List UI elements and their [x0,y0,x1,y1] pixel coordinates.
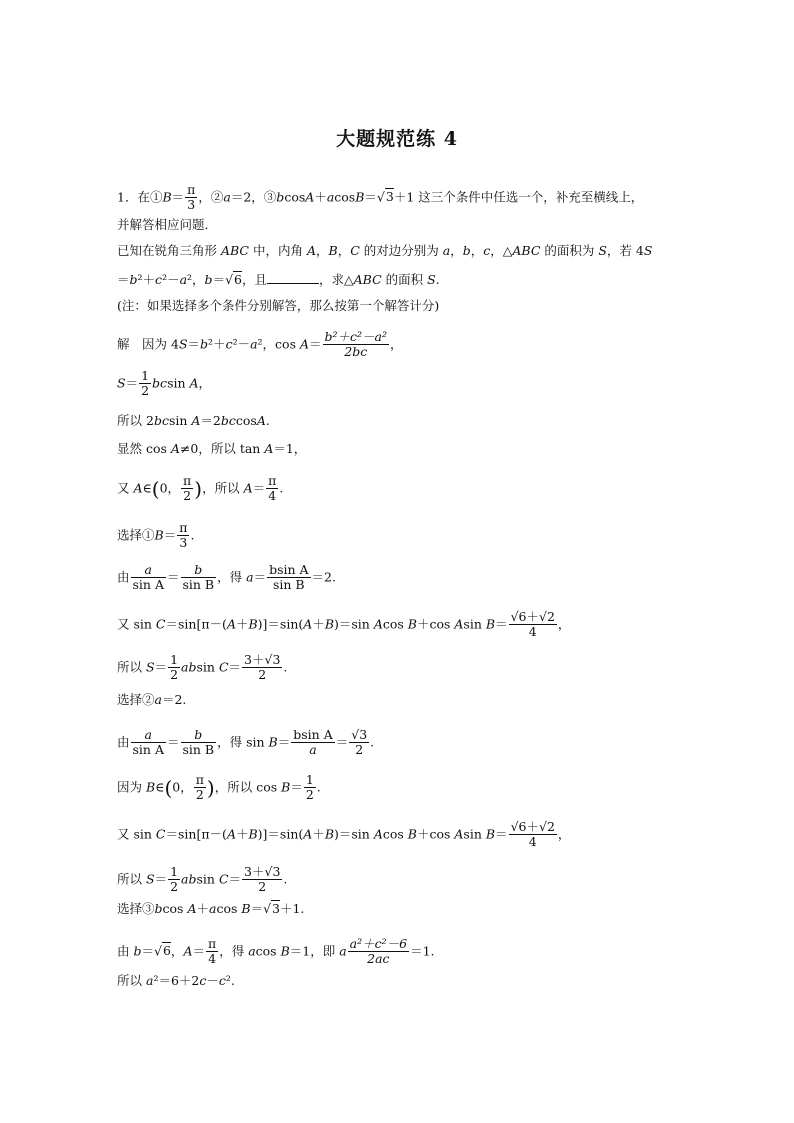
solution-line-2: S＝ $\frac{1}{2}$ bcsin A， [117,368,212,399]
fraction: $\frac{3+√3}{2}$ [244,864,281,895]
fraction: $\frac{b}{\text{sin B}}$ [182,562,215,593]
solution-line-12: 因为 B∈(0， $\frac{\pi}{2}$ )，所以 cos B＝ $\frac{1}{2}$ . [117,772,321,803]
solution-line-8: 又 sin C＝sin[π－(A＋B)]＝sin(A＋B)＝sin Acos B＋cos Asin B＝ $\frac{√6+√2}{4}$ ， [117,609,571,640]
fraction: $\frac{\text{bsin A}}{a}$ [293,727,333,758]
fraction: $\frac{\text{b²＋c²－a²}}{2bc}$ [324,329,388,360]
fraction: $\frac{\text{bsin A}}{\text{sin B}}$ [269,562,309,593]
solution-line-11: 由 $\frac{a}{\text{sin A}}$ ＝ $\frac{b}{\text{sin B}}$ ，得 sin B＝ $\frac{\text{bsin A}}{a}$ ＝ $\frac{√3}{2}$ . [117,727,375,758]
fraction: $\frac{1}{2}$ [170,652,179,683]
fraction: $\frac{1}{2}$ [305,772,314,803]
fraction: $\frac{√6+√2}{4}$ [510,819,555,850]
solution-line-16: 由 b＝√6，A＝ $\frac{\pi}{4}$ ，得 acos B＝1，即 a $\frac{\text{a²＋c²－6}}{2ac}$ ＝1. [117,936,435,967]
solution-line-15: 选择③bcos A＋acos B＝√3＋1. [117,901,305,916]
fraction: $\frac{a}{\text{sin A}}$ [132,727,164,758]
solution-line-17: 所以 a²＝6＋2c－c². [117,973,235,988]
problem-line-1: 1．在①B＝ $\frac{\pi}{3}$ ，②a＝2，③bcosA＋acosB＝√3＋1 这三个条件中任选一个，补充至横线上， [117,182,644,213]
solution-line-9: 所以 S＝ $\frac{1}{2}$ absin C＝ $\frac{3+√3}{2}$ . [117,652,288,683]
fraction: $\frac{\pi}{4}$ [207,936,217,967]
fill-in-blank [267,272,319,284]
solution-line-1: 解 因为 4S＝b²＋c²－a²，cos A＝ $\frac{\text{b²＋c²－a²}}{2bc}$ ， [117,329,403,360]
solution-line-4: 显然 cos A≠0，所以 tan A＝1， [117,441,307,456]
page-title: 大题规范练 4 [336,128,458,150]
solution-line-10: 选择②a＝2. [117,692,187,707]
solution-line-14: 所以 S＝ $\frac{1}{2}$ absin C＝ $\frac{3+√3}{2}$ . [117,864,288,895]
solution-line-6: 选择①B＝ $\frac{\pi}{3}$ . [117,520,195,551]
problem-line-3: 已知在锐角三角形 ABC 中，内角 A，B，C 的对边分别为 a，b，c，△ABC 的面积为 S，若 4S [117,243,653,258]
fraction: $\frac{1}{2}$ [141,368,150,399]
fraction: $\frac{3+√3}{2}$ [244,652,281,683]
fraction: $\frac{√3}{2}$ [351,727,368,758]
solution-line-5: 又 A∈(0， $\frac{\pi}{2}$ )，所以 A＝ $\frac{\pi}{4}$ . [117,473,284,504]
fraction: $\frac{\text{a²＋c²－6}}{2ac}$ [349,936,408,967]
fraction: $\frac{\pi}{2}$ [195,772,204,803]
fraction: $\frac{\pi}{3}$ [179,520,188,551]
solution-line-13: 又 sin C＝sin[π－(A＋B)]＝sin(A＋B)＝sin Acos B＋cos Asin B＝ $\frac{√6+√2}{4}$ ， [117,819,571,850]
fraction: $\frac{a}{\text{sin A}}$ [132,562,164,593]
fraction: $\frac{\pi}{3}$ [187,182,196,213]
fraction: $\frac{√6+√2}{4}$ [510,609,555,640]
problem-line-2: 并解答相应问题． [117,217,218,232]
problem-note: (注：如果选择多个条件分别解答，那么按第一个解答计分) [117,298,440,313]
fraction: $\frac{1}{2}$ [170,864,179,895]
solution-line-3: 所以 2bcsin A＝2bccosA. [117,413,270,428]
problem-line-4: ＝b²＋c²－a²，b＝√6，且 ，求△ABC 的面积 S. [117,272,440,287]
solution-line-7: 由 $\frac{a}{\text{sin A}}$ ＝ $\frac{b}{\text{sin B}}$ ，得 a＝ $\frac{\text{bsin A}}{\text{sin B}}$ ＝2. [117,562,336,593]
fraction: $\frac{\pi}{2}$ [183,473,192,504]
fraction: $\frac{b}{\text{sin B}}$ [182,727,215,758]
fraction: $\frac{\pi}{4}$ [268,473,277,504]
